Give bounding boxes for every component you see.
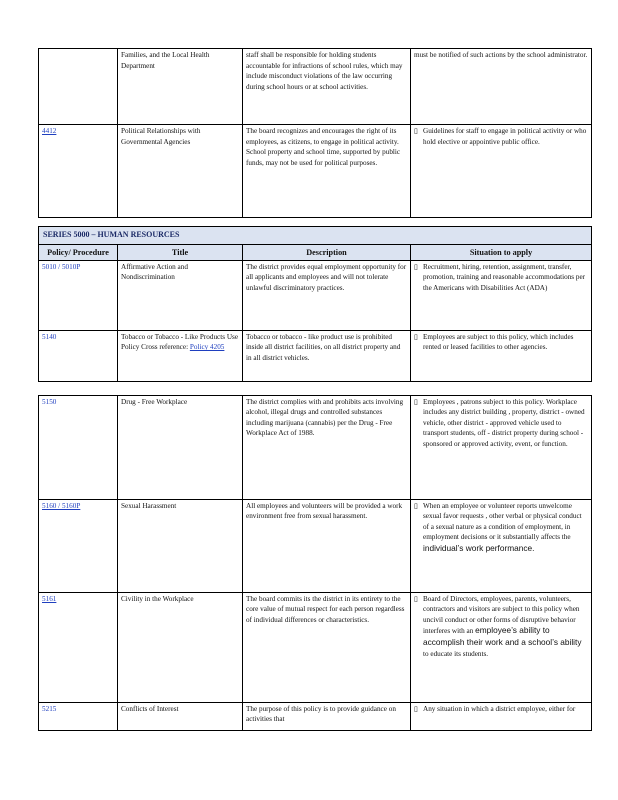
policy-description-cell: The district complies with and prohibits acts involving alcohol, illegal drugs and controlled substances including marijuana (cannabis) per the Drug - Free Workplace Act of 1988. xyxy=(243,395,411,499)
table-row xyxy=(39,49,592,125)
header-policy-procedure: Policy/ Procedure xyxy=(39,244,118,260)
table-spacer-row xyxy=(39,381,592,395)
table-row xyxy=(39,592,592,702)
policy-title-cell: Tobacco or Tobacco - Like Products Use Policy Cross reference: Policy 4205 xyxy=(118,330,243,381)
series-header-row xyxy=(39,227,592,245)
table-row xyxy=(39,330,592,381)
policy-situation-cell xyxy=(411,125,592,218)
policy-code-cell xyxy=(39,49,118,125)
policy-title-cell: Political Relationships with Governmental Agencies xyxy=(118,125,243,218)
bullet-item: ▯ Any situation in which a district employee, either for xyxy=(414,704,588,715)
bullet-item: ▯ Board of Directors, employees, parents, volunteers, contractors and visitors are subject to this policy when uncivil conduct or other forms of disruptive behavior interferes with an employee’s ability to accomplish their work and a school’s ability to educate its students. xyxy=(414,594,588,660)
header-description: Description xyxy=(243,244,411,260)
policy-situation-cell xyxy=(411,702,592,730)
policy-code-link[interactable]: 5161 xyxy=(39,592,118,702)
policy-description-cell: staff shall be responsible for holding students accountable for infractions of school rules, which may include misconduct violations of the law occurring during school hours or at school activities. xyxy=(243,49,411,125)
policy-situation-cell xyxy=(411,260,592,330)
policy-table-continued xyxy=(38,48,592,218)
policy-code-link[interactable]: 5160 / 5160P xyxy=(39,499,118,592)
policy-description-cell: The purpose of this policy is to provide guidance on activities that xyxy=(243,702,411,730)
policy-description-cell: The board recognizes and encourages the right of its employees, as citizens, to engage in political activity. School property and school time, supported by public funds, may not be used for political purposes. xyxy=(243,125,411,218)
header-title: Title xyxy=(118,244,243,260)
policy-title-cell: Drug - Free Workplace xyxy=(118,395,243,499)
cross-reference-link[interactable]: Policy 4205 xyxy=(189,343,225,352)
policy-title-cell: Conflicts of Interest xyxy=(118,702,243,730)
policy-title-cell: Families, and the Local Health Department xyxy=(118,49,243,125)
table-row xyxy=(39,125,592,218)
policy-title-cell: Civility in the Workplace xyxy=(118,592,243,702)
bullet-item: ▯ When an employee or volunteer reports unwelcome sexual favor requests , other verbal or physical conduct of a sexual nature as a condition of employment, in employment decisions or it substantially affects the individual’s work performance. xyxy=(414,501,588,555)
policy-situation-cell xyxy=(411,395,592,499)
policy-code-cell: 5010 / 5010P xyxy=(39,260,118,330)
bullet-item: ▯ Employees are subject to this policy, which includes rented or leased facilities to other agencies. xyxy=(414,332,588,353)
series-5000-table xyxy=(38,226,592,731)
policy-description-cell: The board commits its the district in its entirety to the core value of mutual respect for each person regardless of individual differences or characteristics. xyxy=(243,592,411,702)
header-situation: Situation to apply xyxy=(411,244,592,260)
table-row xyxy=(39,702,592,730)
policy-code-cell: 5150 xyxy=(39,395,118,499)
bullet-item: ▯ Guidelines for staff to engage in political activity or who hold elective or appointive public office. xyxy=(414,126,588,147)
policy-code-cell: 5140 xyxy=(39,330,118,381)
policy-description-cell: The district provides equal employment opportunity for all applicants and employees and will not tolerate unlawful discriminatory practices. xyxy=(243,260,411,330)
table-row xyxy=(39,499,592,592)
table-row xyxy=(39,260,592,330)
policy-code-link[interactable]: 4412 xyxy=(39,125,118,218)
table-row xyxy=(39,395,592,499)
bullet-item: ▯ Employees , patrons subject to this policy. Workplace includes any district building , property, district - owned vehicle, other district - approved vehicle used to transport students, off - district property during school - sponsored or approved activity, event, or function. xyxy=(414,397,588,450)
policy-description-cell: Tobacco or tobacco - like product use is prohibited inside all district facilities, on all district property and in all district vehicles. xyxy=(243,330,411,381)
series-title: SERIES 5000 – HUMAN RESOURCES xyxy=(39,227,592,245)
policy-code-cell: 5215 xyxy=(39,702,118,730)
bullet-item: ▯ Recruitment, hiring, retention, assignment, transfer, promotion, training and reasonable accommodations per the Americans with Disabilities Act (ADA) xyxy=(414,262,588,294)
policy-situation-cell xyxy=(411,592,592,702)
policy-situation-cell xyxy=(411,499,592,592)
policy-title-cell: Affirmative Action and Nondiscrimination xyxy=(118,260,243,330)
policy-situation-cell: must be notified of such actions by the school administrator. xyxy=(411,49,592,125)
policy-title-cell: Sexual Harassment xyxy=(118,499,243,592)
column-header-row xyxy=(39,244,592,260)
policy-situation-cell xyxy=(411,330,592,381)
policy-description-cell: All employees and volunteers will be provided a work environment free from sexual harassment. xyxy=(243,499,411,592)
